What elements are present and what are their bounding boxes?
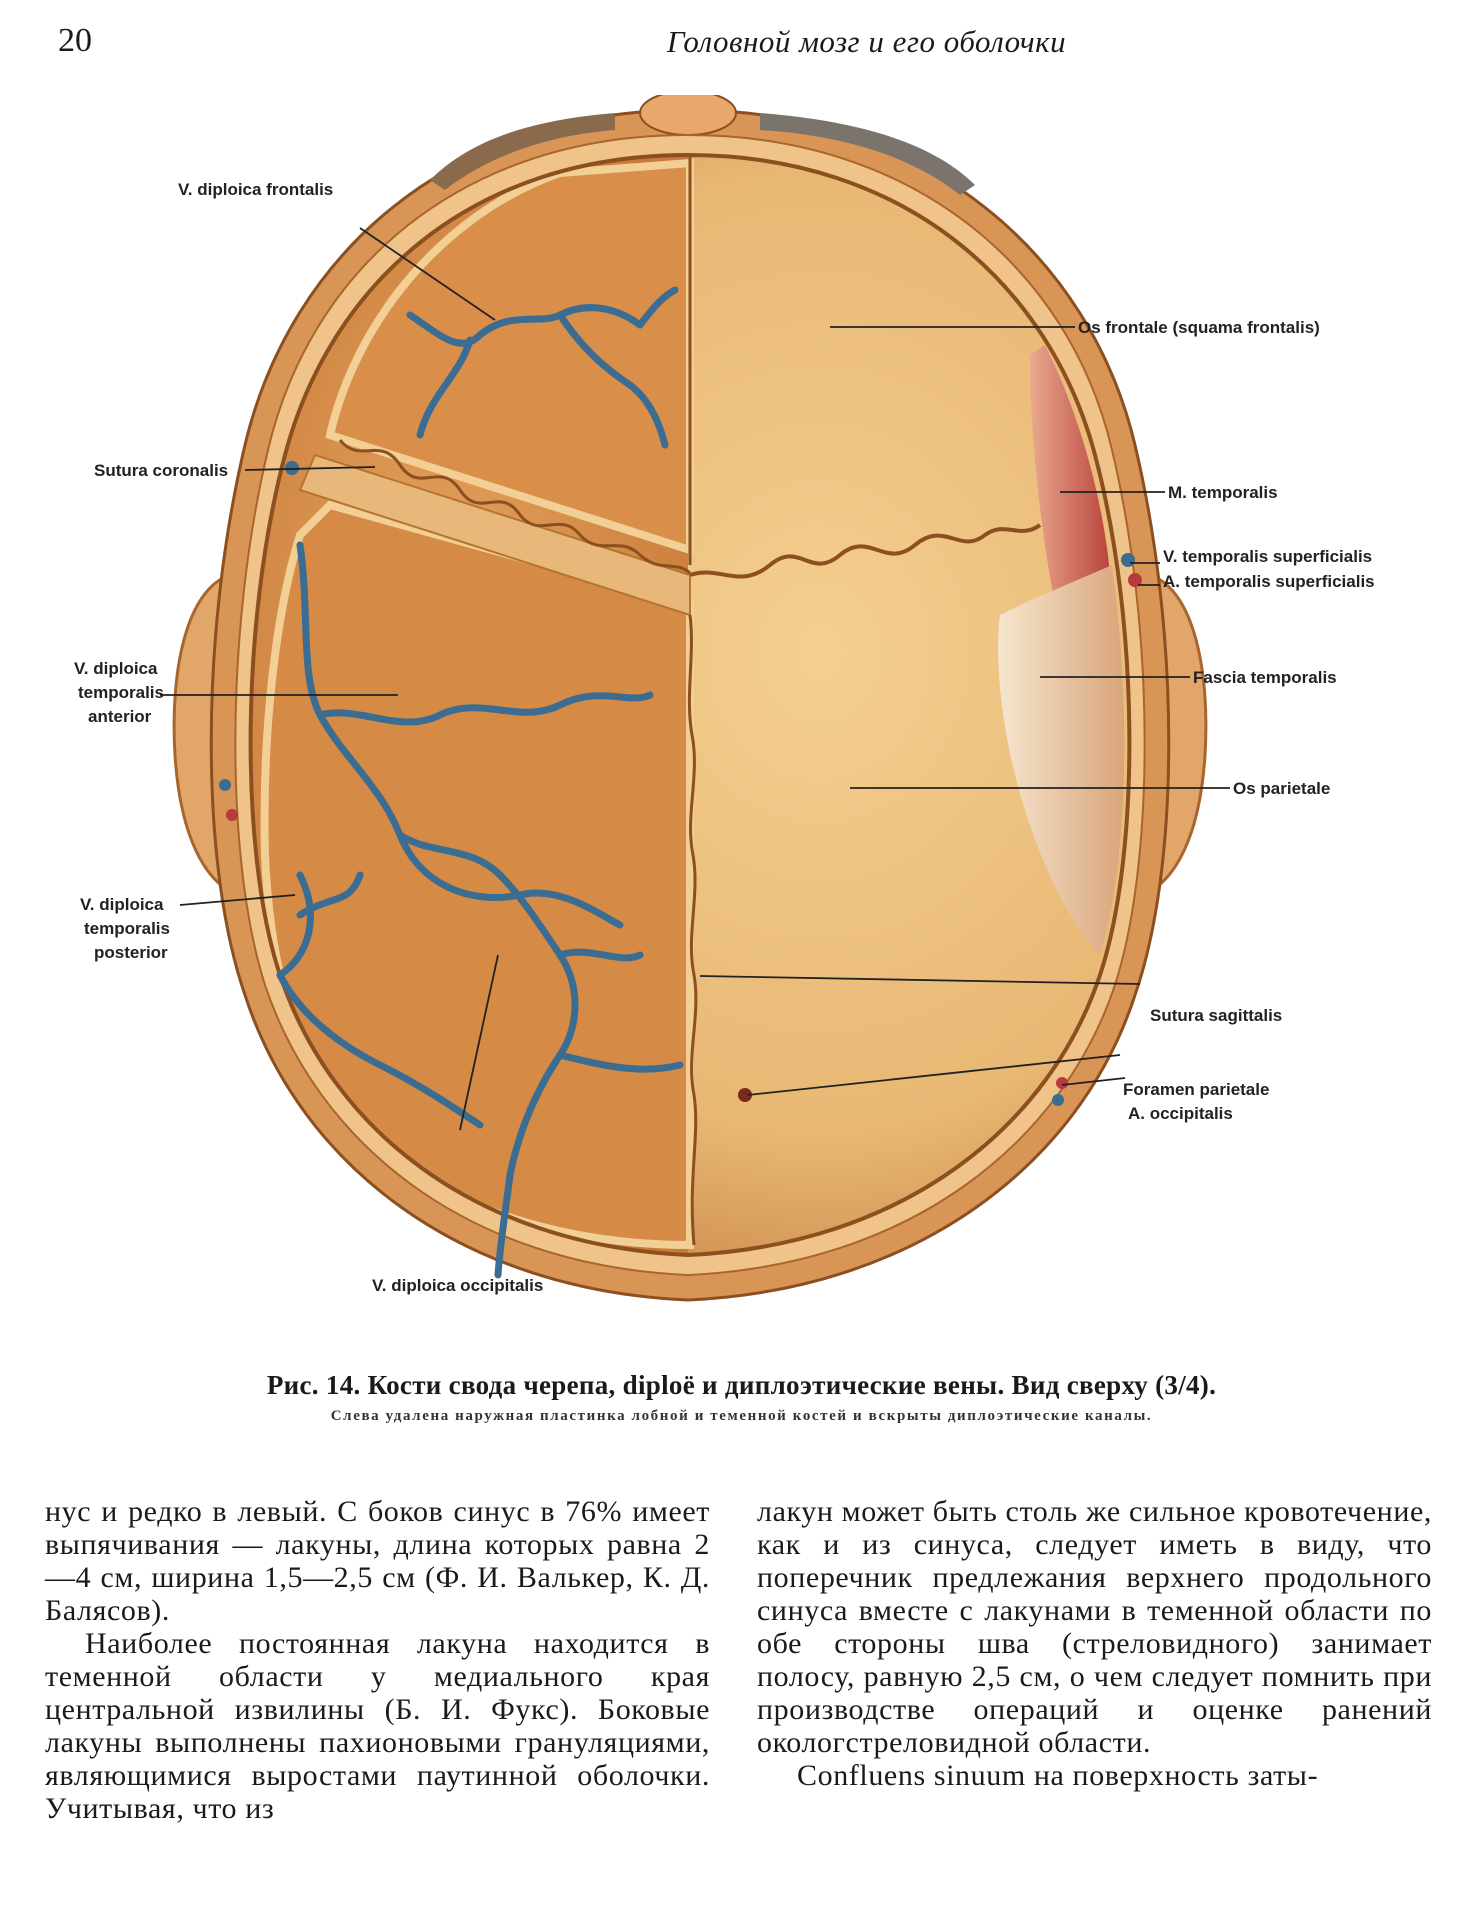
right-column bbox=[757, 1495, 1432, 1792]
label-v-diploica-occipitalis: V. diploica occipitalis bbox=[372, 1276, 544, 1295]
label-sutura-coronalis: Sutura coronalis bbox=[94, 461, 229, 480]
running-title: Головной мозг и его оболочки bbox=[666, 24, 1067, 59]
figure-caption: Рис. 14. Кости свода черепа, diploё и диплоэтические вены. Вид сверху (3/4). bbox=[266, 1370, 1217, 1400]
label-m-temporalis: M. temporalis bbox=[1168, 483, 1278, 502]
label-v-diploica-temp-post-1: V. diploica bbox=[80, 895, 164, 914]
label-a-occipitalis: A. occipitalis bbox=[1128, 1104, 1233, 1123]
label-os-parietale: Os parietale bbox=[1233, 779, 1331, 798]
left-column bbox=[45, 1495, 710, 1825]
skull-illustration bbox=[0, 95, 1483, 1355]
label-v-diploica-temp-post-2: temporalis bbox=[84, 919, 170, 938]
paragraph: нус и редко в левый. С боков синус в 76% имеет выпячивания — лакуны, длина которых равна 2—4 см, ширина 1,5—2,5 см (Ф. И. Валькер, К. Д. Балясов). bbox=[45, 1495, 710, 1627]
label-v-temporalis-superficialis: V. temporalis superficialis bbox=[1163, 547, 1373, 566]
label-foramen-parietale: Foramen parietale bbox=[1123, 1080, 1270, 1099]
label-sutura-sagittalis: Sutura sagittalis bbox=[1150, 1006, 1283, 1025]
label-v-diploica-frontalis: V. diploica frontalis bbox=[178, 180, 334, 199]
paragraph: Наиболее постоянная лакуна находится в теменной области у медиального края центральной извилины (Б. И. Фукс). Боковые лакуны выполнены пахионовыми грануляциями, являющимися выростами паутинной оболочки. Учитывая, что из bbox=[45, 1627, 710, 1825]
paragraph: Confluens sinuum на поверхность заты- bbox=[797, 1759, 1319, 1792]
label-a-temporalis-superficialis: A. temporalis superficialis bbox=[1163, 572, 1375, 591]
paragraph: лакун может быть столь же сильное кровотечение, как и из синуса, следует иметь в виду, что поперечник предлежания верхнего продольного синуса вместе с лакунами в теменной области по обе стороны шва (стреловидного) занимает полосу, равную 2,5 см, о чем следует помнить при производстве операций и оценке ранений окологстреловидной области. bbox=[757, 1495, 1432, 1759]
label-fascia-temporalis: Fascia temporalis bbox=[1193, 668, 1337, 687]
nose-tip bbox=[640, 95, 736, 135]
page-number: 20 bbox=[58, 22, 92, 59]
label-v-diploica-temp-post-3: posterior bbox=[94, 943, 168, 962]
label-os-frontale: Os frontale (squama frontalis) bbox=[1078, 318, 1320, 337]
label-v-diploica-temp-ant-2: temporalis bbox=[78, 683, 164, 702]
figure-caption-subtitle: Слева удалена наружная пластинка лобной и теменной костей и вскрыты диплоэтические каналы. bbox=[330, 1408, 1153, 1424]
label-v-diploica-temp-ant-1: V. diploica bbox=[74, 659, 158, 678]
label-v-diploica-temp-ant-3: anterior bbox=[88, 707, 152, 726]
